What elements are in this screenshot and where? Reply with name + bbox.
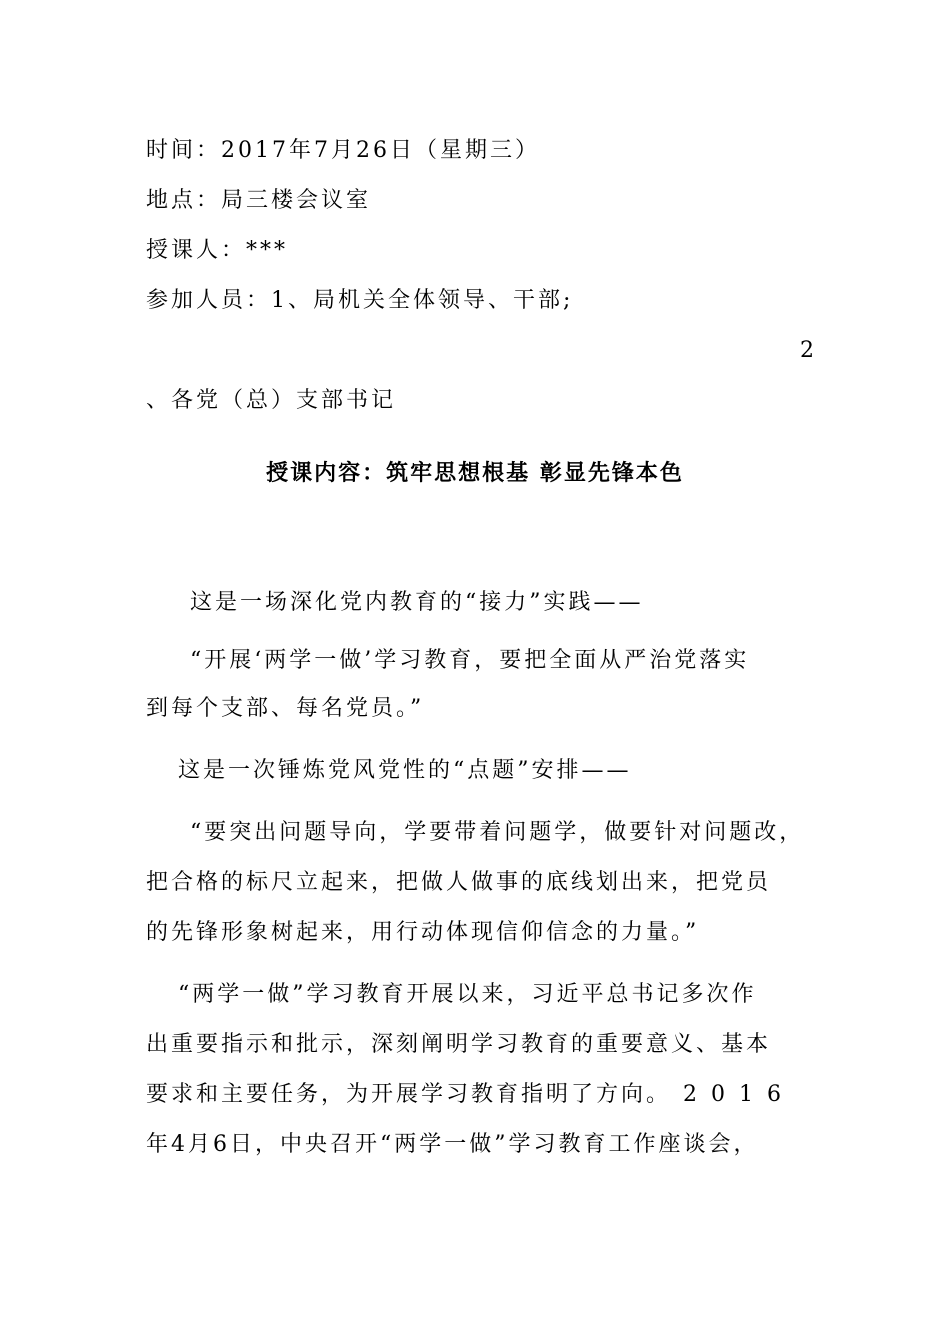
body-line-7: 的先锋形象树起来，用行动体现信仰信念的力量。”	[146, 920, 700, 945]
body-line-11: 年4月6日，中央召开“两学一做”学习教育工作座谈会，	[146, 1132, 759, 1157]
meeting-time: 时间：2017年7月26日（星期三）	[146, 138, 540, 163]
meeting-attendees-line-1: 参加人员：1、局机关全体领导、干部;	[146, 288, 574, 313]
body-line-10	[146, 1080, 795, 1110]
lecture-title: 授课内容：筑牢思想根基 彰显先锋本色	[266, 460, 684, 486]
meeting-place: 地点：局三楼会议室	[146, 188, 372, 213]
body-line-6: 把合格的标尺立起来，把做人做事的底线划出来，把党员	[146, 870, 772, 895]
body-line-8: “两学一做”学习教育开展以来，习近平总书记多次作	[178, 982, 757, 1007]
body-line-3: 到每个支部、每名党员。”	[146, 696, 425, 721]
body-line-10-text: 要求和主要任务，为开展学习教育指明了方向。	[146, 1082, 672, 1107]
body-line-9: 出重要指示和批示，深刻阐明学习教育的重要意义、基本	[146, 1032, 772, 1057]
body-line-4: 这是一次锤炼党风党性的“点题”安排——	[178, 758, 632, 783]
meeting-lecturer: 授课人：***	[146, 238, 289, 263]
body-line-1: 这是一场深化党内教育的“接力”实践——	[190, 590, 644, 615]
meeting-attendees-line-2: 、各党（总）支部书记	[146, 388, 397, 413]
body-line-10-year: 2016	[683, 1082, 796, 1107]
body-line-2: “开展‘两学一做’学习教育，要把全面从严治党落实	[190, 648, 750, 673]
meeting-attendees-number: 2	[800, 338, 814, 363]
body-line-5: “要突出问题导向，学要带着问题学，做要针对问题改，	[190, 820, 805, 845]
